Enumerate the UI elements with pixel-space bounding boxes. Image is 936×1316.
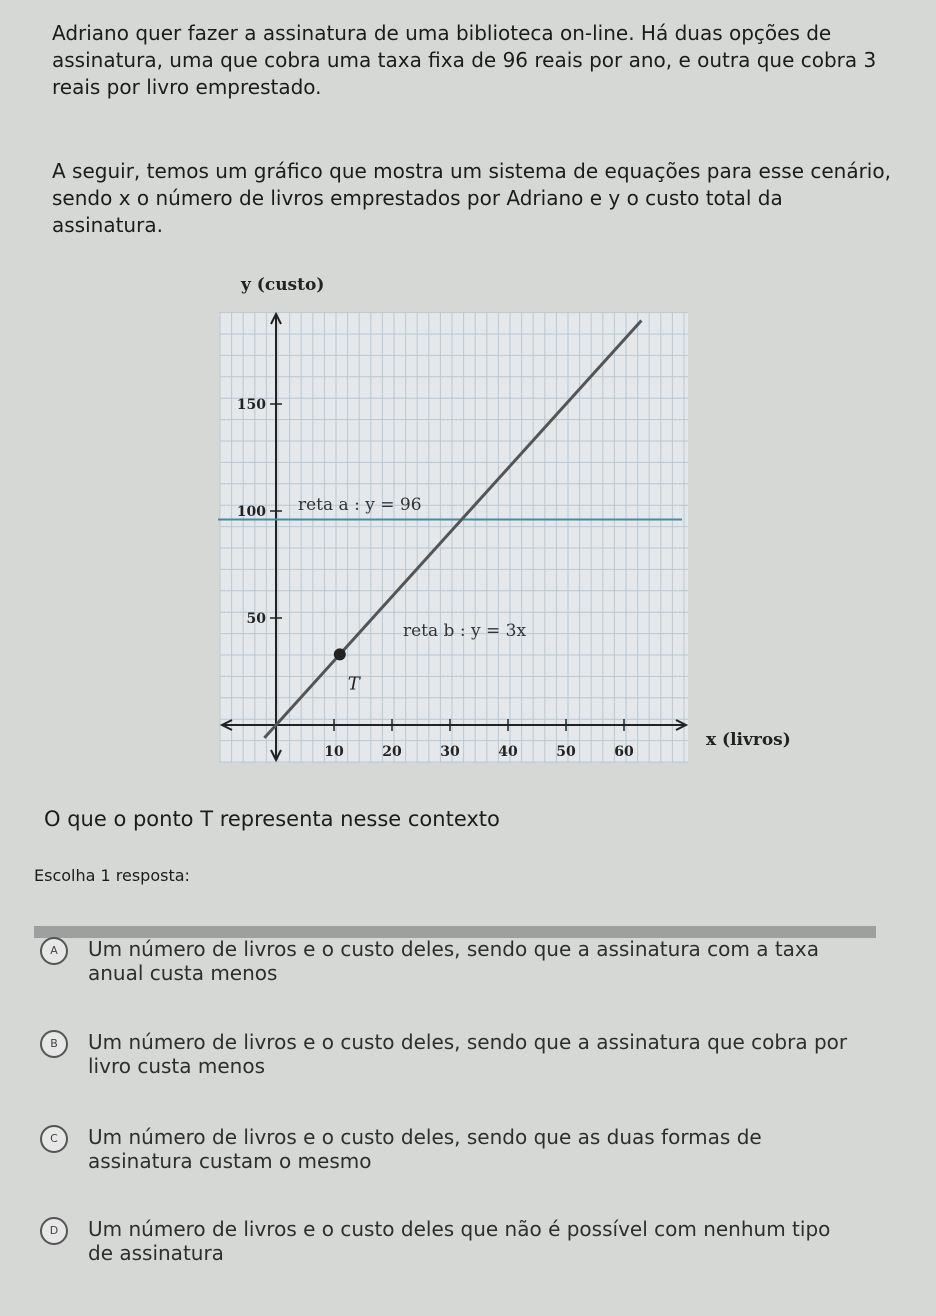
option-c-label: Um número de livros e o custo deles, sendo que as duas formas de assinatura custam o mesmo <box>88 1125 762 1173</box>
y-tick-label: 50 <box>246 611 266 627</box>
line-a-label: reta a : y = 96 <box>298 495 422 515</box>
problem-paragraph-1: Adriano quer fazer a assinatura de uma biblioteca on-line. Há duas opções de assinatura, uma que cobra uma taxa fixa de 96 reais por ano, e outra que cobra 3 reais por livro emprestado. <box>52 21 877 99</box>
y-tick-label: 100 <box>236 504 266 520</box>
x-tick-label: 20 <box>382 744 402 760</box>
y-axis-label: y (custo) <box>241 275 325 295</box>
option-d-radio[interactable]: D <box>40 1217 68 1245</box>
option-d[interactable] <box>40 1217 880 1265</box>
option-a[interactable] <box>40 937 880 985</box>
x-axis-label: x (livros) <box>706 730 791 750</box>
instruction-text: Escolha 1 resposta: <box>34 866 190 885</box>
option-a-label: Um número de livros e o custo deles, sendo que a assinatura com a taxa anual custa menos <box>88 937 820 985</box>
x-tick-label: 50 <box>556 744 576 760</box>
option-a-radio[interactable]: A <box>40 937 68 965</box>
line-b-label: reta b : y = 3x <box>403 621 527 641</box>
x-tick-label: 10 <box>324 744 344 760</box>
option-c[interactable] <box>40 1125 880 1173</box>
question-text: O que o ponto T representa nesse contexto <box>44 807 500 831</box>
option-b[interactable] <box>40 1030 880 1078</box>
y-tick-label: 150 <box>236 397 266 413</box>
problem-paragraph-2: A seguir, temos um gráfico que mostra um sistema de equações para esse cenário, sendo x o número de livros emprestados por Adriano e y o custo total da assinatura. <box>52 159 891 237</box>
plot-background <box>220 312 688 762</box>
grid <box>220 312 688 762</box>
option-c-radio[interactable]: C <box>40 1125 68 1153</box>
x-tick-label: 40 <box>498 744 518 760</box>
x-tick-label: 60 <box>614 744 634 760</box>
option-d-label: Um número de livros e o custo deles que não é possível com nenhum tipo de assinatura <box>88 1217 831 1265</box>
option-b-radio[interactable]: B <box>40 1030 68 1058</box>
x-tick-label: 30 <box>440 744 460 760</box>
line-chart <box>208 270 808 790</box>
point-t <box>334 648 346 660</box>
point-t-label: T <box>347 673 360 695</box>
option-b-label: Um número de livros e o custo deles, sendo que a assinatura que cobra por livro custa menos <box>88 1030 848 1078</box>
